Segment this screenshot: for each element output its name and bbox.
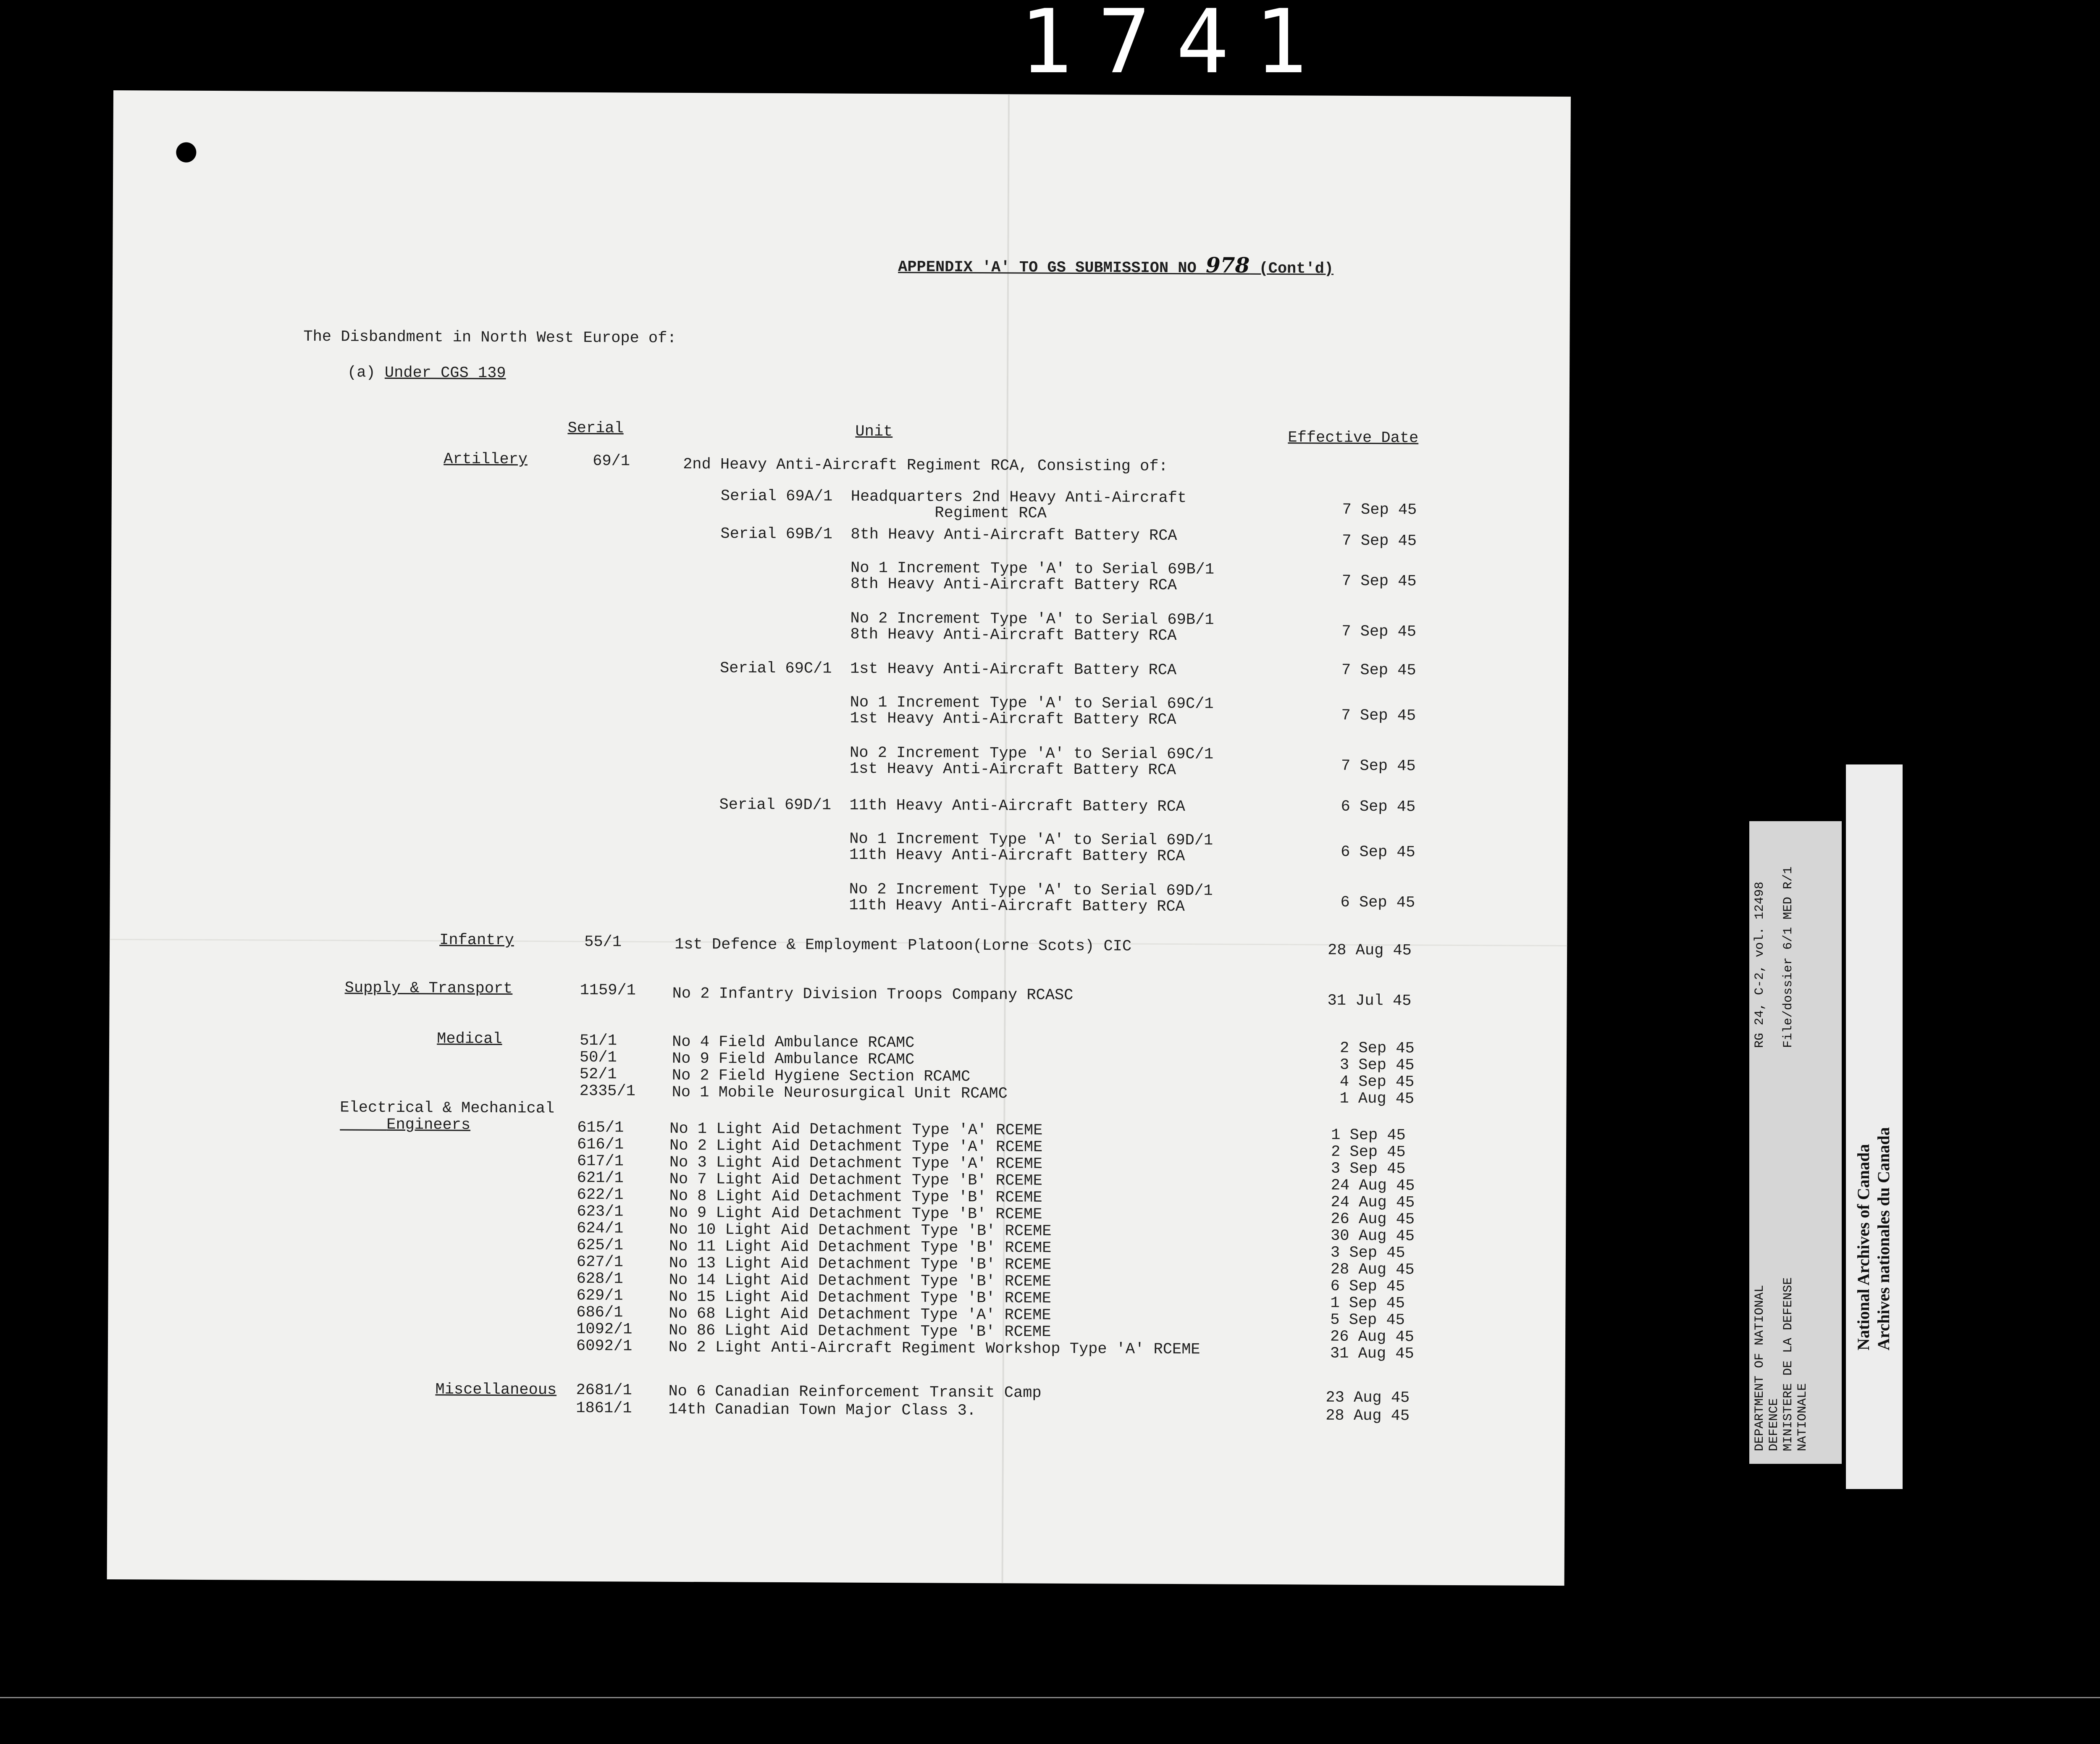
artillery-sub-serial: Serial 69B/1 xyxy=(720,525,832,544)
eme-unit: No 1 Light Aid Detachment Type 'A' RCEME xyxy=(669,1120,1043,1140)
eme-serial: 622/1 xyxy=(577,1186,624,1204)
date-infantry: 28 Aug 45 xyxy=(1328,941,1412,960)
archive-stamp-fr: Archives nationales du Canada xyxy=(1874,1127,1893,1350)
eme-date: 3 Sep 45 xyxy=(1331,1160,1406,1178)
eme-unit: No 2 Light Aid Detachment Type 'A' RCEME xyxy=(669,1137,1043,1156)
archive-label-line1: DEPARTMENT OF NATIONAL xyxy=(1753,1284,1767,1451)
category-infantry: Infantry xyxy=(439,931,514,950)
eme-serial: 1092/1 xyxy=(576,1320,633,1339)
artillery-sub-date: 6 Sep 45 xyxy=(1341,798,1416,816)
column-header-unit: Unit xyxy=(855,423,893,441)
eme-serial: 621/1 xyxy=(577,1169,624,1187)
date-supply: 31 Jul 45 xyxy=(1327,992,1412,1010)
misc-date: 28 Aug 45 xyxy=(1326,1407,1410,1425)
medical-date: 1 Aug 45 xyxy=(1339,1090,1415,1108)
eme-date: 26 Aug 45 xyxy=(1330,1328,1415,1346)
artillery-sub-unit-line1: No 1 Increment Type 'A' to Serial 69B/1 xyxy=(850,559,1215,579)
eme-serial: 625/1 xyxy=(576,1236,624,1255)
archive-label-line3: MINISTERE DE LA DEFENSE xyxy=(1781,1277,1796,1451)
artillery-sub-unit-line2: 1st Heavy Anti-Aircraft Battery RCA xyxy=(850,709,1176,729)
misc-serial: 1861/1 xyxy=(576,1399,632,1418)
medical-serial: 51/1 xyxy=(580,1032,617,1050)
medical-unit: No 4 Field Ambulance RCAMC xyxy=(672,1033,915,1052)
eme-unit: No 15 Light Aid Detachment Type 'B' RCEME xyxy=(669,1288,1051,1308)
artillery-sub-date: 7 Sep 45 xyxy=(1341,757,1416,775)
eme-serial: 623/1 xyxy=(577,1203,624,1221)
serial-supply: 1159/1 xyxy=(580,981,636,1000)
serial-artillery: 69/1 xyxy=(593,452,630,470)
artillery-sub-unit-line2: 11th Heavy Anti-Aircraft Battery RCA xyxy=(849,846,1185,866)
eme-date: 3 Sep 45 xyxy=(1330,1244,1405,1262)
artillery-sub-unit-line1: 8th Heavy Anti-Aircraft Battery RCA xyxy=(850,525,1177,545)
artillery-sub-serial: Serial 69D/1 xyxy=(719,796,832,814)
archive-label-ref2: File/dossier 6/1 MED R/1 xyxy=(1781,866,1796,1048)
eme-serial: 624/1 xyxy=(577,1219,624,1238)
archive-label-line4: NATIONALE xyxy=(1796,1383,1810,1451)
document-page xyxy=(107,90,1571,1586)
artillery-sub-unit-line1: No 2 Increment Type 'A' to Serial 69D/1 xyxy=(849,880,1213,900)
artillery-sub-unit-line1: Headquarters 2nd Heavy Anti-Aircraft xyxy=(850,488,1187,507)
artillery-sub-date: 7 Sep 45 xyxy=(1341,707,1416,725)
eme-unit: No 11 Light Aid Detachment Type 'B' RCEME xyxy=(669,1237,1052,1257)
category-eme-line2 xyxy=(340,1116,470,1133)
subheading xyxy=(347,364,506,382)
artillery-sub-unit-line2: Regiment RCA xyxy=(850,504,1047,523)
artillery-sub-date: 7 Sep 45 xyxy=(1341,572,1417,591)
category-eme-label: Engineers xyxy=(386,1116,471,1134)
unit-supply: No 2 Infantry Division Troops Company RCASC xyxy=(672,985,1074,1004)
artillery-sub-unit-line1: No 1 Increment Type 'A' to Serial 69C/1 xyxy=(850,693,1214,713)
eme-date: 24 Aug 45 xyxy=(1331,1193,1415,1212)
artillery-sub-unit-line2: 1st Heavy Anti-Aircraft Battery RCA xyxy=(849,760,1176,780)
category-miscellaneous: Miscellaneous xyxy=(435,1381,557,1399)
eme-serial: 615/1 xyxy=(577,1119,624,1137)
medical-unit: No 9 Field Ambulance RCAMC xyxy=(672,1050,915,1069)
eme-serial: 617/1 xyxy=(577,1152,624,1171)
medical-serial: 50/1 xyxy=(579,1048,617,1067)
misc-unit: No 6 Canadian Reinforcement Transit Camp xyxy=(668,1382,1042,1402)
artillery-sub-serial: Serial 69A/1 xyxy=(720,487,833,506)
archive-stamp xyxy=(1846,764,1903,1489)
artillery-sub-date: 6 Sep 45 xyxy=(1340,893,1415,912)
eme-serial: 629/1 xyxy=(576,1287,623,1305)
eme-serial: 686/1 xyxy=(576,1303,623,1322)
column-header-effective-date: Effective Date xyxy=(1288,429,1419,447)
artillery-sub-unit-line1: No 2 Increment Type 'A' to Serial 69B/1 xyxy=(850,609,1214,629)
eme-unit: No 8 Light Aid Detachment Type 'B' RCEME xyxy=(669,1187,1042,1207)
eme-unit: No 7 Light Aid Detachment Type 'B' RCEME xyxy=(669,1170,1042,1190)
eme-serial: 628/1 xyxy=(576,1270,623,1288)
subheading-label: Under CGS 139 xyxy=(384,364,506,383)
artillery-sub-unit-line1: No 1 Increment Type 'A' to Serial 69D/1 xyxy=(849,830,1213,850)
misc-unit: 14th Canadian Town Major Class 3. xyxy=(668,1400,976,1420)
artillery-sub-serial: Serial 69C/1 xyxy=(719,659,832,678)
artillery-sub-date: 6 Sep 45 xyxy=(1341,843,1415,861)
artillery-sub-unit-line1: 1st Heavy Anti-Aircraft Battery RCA xyxy=(850,660,1177,680)
artillery-sub-date: 7 Sep 45 xyxy=(1341,661,1416,680)
eme-date: 31 Aug 45 xyxy=(1330,1345,1414,1363)
subheading-prefix: (a) xyxy=(347,364,385,382)
artillery-sub-date: 7 Sep 45 xyxy=(1341,622,1417,641)
eme-date: 28 Aug 45 xyxy=(1330,1261,1415,1279)
medical-serial: 52/1 xyxy=(579,1065,617,1084)
medical-date: 3 Sep 45 xyxy=(1339,1056,1415,1074)
artillery-sub-unit-line2: 11th Heavy Anti-Aircraft Battery RCA xyxy=(849,896,1185,916)
appendix-title xyxy=(898,252,1334,278)
artillery-sub-unit-line2: 8th Heavy Anti-Aircraft Battery RCA xyxy=(850,625,1177,645)
microfilm-frame-number: 1741 xyxy=(1019,0,1333,93)
artillery-sub-unit-line2: 8th Heavy Anti-Aircraft Battery RCA xyxy=(850,575,1177,595)
medical-serial: 2335/1 xyxy=(579,1082,635,1101)
medical-date: 4 Sep 45 xyxy=(1339,1073,1415,1091)
eme-unit: No 3 Light Aid Detachment Type 'A' RCEME xyxy=(669,1153,1043,1173)
eme-unit: No 13 Light Aid Detachment Type 'B' RCEME xyxy=(669,1254,1052,1274)
eme-date: 26 Aug 45 xyxy=(1331,1210,1415,1229)
eme-date: 24 Aug 45 xyxy=(1331,1177,1415,1195)
eme-date: 5 Sep 45 xyxy=(1330,1311,1405,1329)
eme-serial: 627/1 xyxy=(576,1253,623,1271)
appendix-title-suffix: (Cont'd) xyxy=(1250,260,1334,278)
eme-unit: No 2 Light Anti-Aircraft Regiment Workshop Type 'A' RCEME xyxy=(668,1338,1200,1359)
unit-artillery: 2nd Heavy Anti-Aircraft Regiment RCA, Consisting of: xyxy=(683,455,1168,475)
eme-serial: 616/1 xyxy=(577,1135,624,1154)
eme-date: 2 Sep 45 xyxy=(1331,1143,1406,1161)
unit-infantry: 1st Defence & Employment Platoon(Lorne Scots) CIC xyxy=(675,935,1132,956)
eme-date: 6 Sep 45 xyxy=(1330,1277,1405,1296)
artillery-sub-date: 7 Sep 45 xyxy=(1342,501,1417,519)
category-eme-line1: Electrical & Mechanical xyxy=(340,1099,555,1118)
category-artillery: Artillery xyxy=(444,450,528,469)
category-supply-transport: Supply & Transport xyxy=(344,979,513,998)
film-edge-line xyxy=(0,1697,2100,1698)
archive-label-ref1: RG 24, C-2, vol. 12498 xyxy=(1753,881,1767,1048)
eme-date: 1 Sep 45 xyxy=(1330,1294,1405,1313)
eme-serial: 6092/1 xyxy=(576,1337,633,1355)
appendix-title-prefix: APPENDIX 'A' TO GS SUBMISSION NO xyxy=(898,258,1206,278)
eme-unit: No 10 Light Aid Detachment Type 'B' RCEME xyxy=(669,1221,1052,1240)
misc-date: 23 Aug 45 xyxy=(1326,1389,1410,1407)
eme-date: 30 Aug 45 xyxy=(1331,1227,1415,1245)
misc-serial: 2681/1 xyxy=(576,1381,632,1400)
medical-unit: No 2 Field Hygiene Section RCAMC xyxy=(672,1066,971,1086)
artillery-sub-date: 7 Sep 45 xyxy=(1342,532,1417,550)
medical-date: 2 Sep 45 xyxy=(1339,1039,1415,1058)
archive-label-line2: DEFENCE xyxy=(1767,1398,1781,1451)
archive-reference-label xyxy=(1749,821,1842,1464)
medical-unit: No 1 Mobile Neurosurgical Unit RCAMC xyxy=(672,1083,1008,1103)
eme-unit: No 68 Light Aid Detachment Type 'A' RCEME xyxy=(669,1305,1051,1324)
punch-hole xyxy=(176,142,196,163)
artillery-sub-unit-line1: 11th Heavy Anti-Aircraft Battery RCA xyxy=(849,796,1186,816)
serial-infantry: 55/1 xyxy=(584,933,622,951)
intro-text: The Disbandment in North West Europe of: xyxy=(303,328,677,347)
handwritten-submission-number: 978 xyxy=(1205,252,1250,278)
eme-unit: No 14 Light Aid Detachment Type 'B' RCEME xyxy=(669,1271,1052,1291)
archive-stamp-en: National Archives of Canada xyxy=(1854,1144,1873,1350)
artillery-sub-unit-line1: No 2 Increment Type 'A' to Serial 69C/1 xyxy=(850,744,1214,764)
eme-date: 1 Sep 45 xyxy=(1331,1126,1406,1145)
eme-unit: No 9 Light Aid Detachment Type 'B' RCEME xyxy=(669,1204,1042,1224)
column-header-serial: Serial xyxy=(567,419,624,438)
category-medical: Medical xyxy=(437,1030,502,1048)
eme-unit: No 86 Light Aid Detachment Type 'B' RCEME xyxy=(669,1321,1051,1341)
